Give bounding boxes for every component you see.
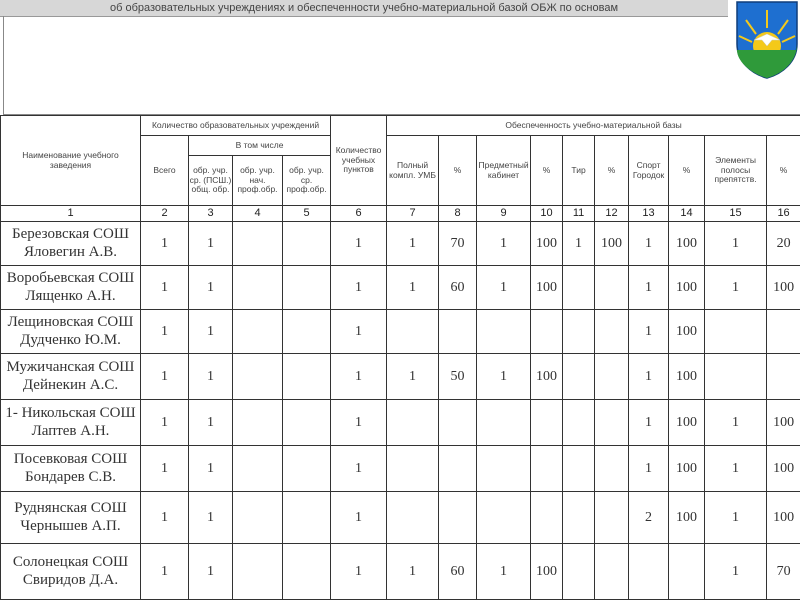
table-row (1, 544, 800, 600)
school-cell (1, 446, 141, 492)
table-cell: 60 (439, 266, 477, 310)
table-cell: 1 (141, 266, 189, 310)
school-cell (1, 492, 141, 544)
table-cell: 100 (531, 266, 563, 310)
table-cell (387, 400, 439, 446)
table-cell: 1 (629, 222, 669, 266)
school-name: Лещиновская СОШ (7, 314, 134, 331)
table-cell: 100 (767, 492, 800, 544)
table-cell (233, 446, 283, 492)
table-cell (233, 222, 283, 266)
table-cell: 1 (331, 400, 387, 446)
table-cell: 1 (705, 400, 767, 446)
header-edu-count: Количество образовательных учреждений (141, 116, 331, 136)
table-cell: 1 (141, 354, 189, 400)
school-name: Березовская СОШ (12, 226, 129, 243)
table-cell: 60 (439, 544, 477, 600)
table-cell: 1 (189, 310, 233, 354)
school-cell (1, 354, 141, 400)
table-cell (563, 446, 595, 492)
table-cell: 1 (189, 492, 233, 544)
table-cell: 1 (189, 222, 233, 266)
table-cell (563, 400, 595, 446)
header-kit: Полный компл. УМБ (387, 136, 439, 206)
header-sub3: обр. учр. ср. проф.обр. (283, 156, 331, 206)
table-cell (233, 310, 283, 354)
table-cell: 50 (439, 354, 477, 400)
director-name: Свиридов Д.А. (22, 571, 119, 588)
table-cell (387, 310, 439, 354)
table-cell: 1 (141, 492, 189, 544)
table-cell: 1 (705, 492, 767, 544)
table-cell: 100 (767, 266, 800, 310)
table-cell: 1 (629, 354, 669, 400)
table-cell (283, 266, 331, 310)
school-cell (1, 222, 141, 266)
school-cell (1, 266, 141, 310)
column-number: 2 (141, 206, 189, 222)
school-name: Мужичанская СОШ (6, 359, 135, 376)
table-cell (563, 492, 595, 544)
column-number: 4 (233, 206, 283, 222)
header-points: Количество учебных пунктов (331, 116, 387, 206)
table-cell (387, 446, 439, 492)
table-cell (439, 492, 477, 544)
table-cell (439, 400, 477, 446)
table-row (1, 354, 800, 400)
table-cell (531, 310, 563, 354)
director-name: Бондарев С.В. (25, 468, 116, 485)
table-cell: 1 (331, 222, 387, 266)
table-cell: 1 (477, 266, 531, 310)
school-name: Посевковая СОШ (13, 451, 128, 468)
header-sub2: обр. учр. нач. проф.обр. (233, 156, 283, 206)
table-cell (531, 492, 563, 544)
header-total: Всего (141, 136, 189, 206)
table-cell: 1 (331, 446, 387, 492)
table-cell (595, 446, 629, 492)
table-cell: 100 (669, 222, 705, 266)
table-cell (283, 492, 331, 544)
school-name: Солонецкая СОШ (12, 554, 129, 571)
table-cell: 100 (669, 446, 705, 492)
director-name: Лященко А.Н. (25, 287, 116, 304)
table-cell (439, 446, 477, 492)
table-cell: 1 (387, 544, 439, 600)
column-number: 12 (595, 206, 629, 222)
header-sub1: обр. учр. ср. (ПСШ.) общ. обр. (189, 156, 233, 206)
header-shelter: Элементы полосы препятств. (705, 136, 767, 206)
table-cell (283, 544, 331, 600)
table-cell (477, 492, 531, 544)
table-cell (563, 266, 595, 310)
table-cell: 100 (669, 310, 705, 354)
header-incl: В том числе (189, 136, 331, 156)
school-cell (1, 310, 141, 354)
school-name: 1- Никольская СОШ (5, 405, 136, 422)
table-cell: 1 (141, 446, 189, 492)
school-name: Воробьевская СОШ (6, 270, 135, 287)
header-tir: Тир (563, 136, 595, 206)
table-cell: 20 (767, 222, 800, 266)
table-cell: 1 (629, 310, 669, 354)
table-cell: 1 (477, 222, 531, 266)
schools-table (0, 115, 800, 600)
column-number: 1 (1, 206, 141, 222)
table-cell: 1 (705, 222, 767, 266)
column-number: 10 (531, 206, 563, 222)
table-row (1, 310, 800, 354)
director-name: Чернышев А.П. (20, 517, 121, 534)
document-title: об образовательных учреждениях и обеспеченности учебно-материальной базой ОБЖ по основам (0, 0, 728, 17)
table-cell: 1 (331, 310, 387, 354)
header-pct: % (669, 136, 705, 206)
table-cell (563, 544, 595, 600)
table-cell: 1 (387, 222, 439, 266)
table-cell: 100 (669, 400, 705, 446)
table-row (1, 400, 800, 446)
table-cell: 1 (141, 222, 189, 266)
header-pct: % (767, 136, 800, 206)
director-name: Лаптев А.Н. (31, 422, 110, 439)
table-cell: 1 (629, 400, 669, 446)
coat-of-arms-icon (734, 0, 800, 80)
column-number: 16 (767, 206, 800, 222)
table-cell: 100 (669, 492, 705, 544)
header-institution: Наименование учебного заведения (1, 116, 141, 206)
table-cell: 100 (669, 354, 705, 400)
table-cell: 1 (331, 544, 387, 600)
table-cell: 1 (629, 266, 669, 310)
table-cell: 1 (189, 446, 233, 492)
table-cell (283, 354, 331, 400)
table-cell (283, 400, 331, 446)
column-number: 9 (477, 206, 531, 222)
table-cell (233, 400, 283, 446)
school-name: Руднянская СОШ (14, 500, 127, 517)
table-cell (595, 492, 629, 544)
table-cell (705, 354, 767, 400)
table-cell: 1 (387, 354, 439, 400)
column-number: 5 (283, 206, 331, 222)
table-row (1, 446, 800, 492)
table-row (1, 492, 800, 544)
school-cell (1, 544, 141, 600)
table-cell (283, 222, 331, 266)
table-cell: 1 (141, 544, 189, 600)
table-row (1, 266, 800, 310)
table-cell: 1 (331, 492, 387, 544)
table-cell: 1 (563, 222, 595, 266)
table-cell: 100 (531, 354, 563, 400)
table-cell: 1 (331, 266, 387, 310)
table-cell: 1 (141, 310, 189, 354)
table-cell: 1 (189, 400, 233, 446)
table-cell (629, 544, 669, 600)
column-number: 11 (563, 206, 595, 222)
table-cell (439, 310, 477, 354)
table-cell (531, 446, 563, 492)
table-cell: 100 (531, 222, 563, 266)
director-name: Дудченко Ю.М. (20, 331, 121, 348)
slide-left-border (3, 16, 4, 116)
table-cell: 1 (705, 266, 767, 310)
table-cell (767, 310, 800, 354)
header-cabinet: Предметный кабинет (477, 136, 531, 206)
column-number: 15 (705, 206, 767, 222)
table-cell: 1 (705, 544, 767, 600)
header-sport: Спорт Городок (629, 136, 669, 206)
table-cell (531, 400, 563, 446)
column-number: 7 (387, 206, 439, 222)
table-cell: 1 (477, 544, 531, 600)
column-number: 13 (629, 206, 669, 222)
table-cell (705, 310, 767, 354)
table-cell (595, 310, 629, 354)
table-cell (233, 266, 283, 310)
school-cell (1, 400, 141, 446)
director-name: Яловегин А.В. (24, 243, 117, 260)
table-cell: 100 (767, 400, 800, 446)
table-cell: 1 (629, 446, 669, 492)
table-cell: 1 (189, 354, 233, 400)
header-pct: % (595, 136, 629, 206)
table-cell (595, 544, 629, 600)
column-number: 6 (331, 206, 387, 222)
table-cell: 1 (477, 354, 531, 400)
column-number: 3 (189, 206, 233, 222)
header-supply: Обеспеченность учебно-материальной базы (387, 116, 800, 136)
header-pct: % (531, 136, 563, 206)
table-cell (669, 544, 705, 600)
table-cell (233, 544, 283, 600)
table-cell: 1 (189, 544, 233, 600)
table-cell (283, 310, 331, 354)
table-cell (233, 354, 283, 400)
table-cell: 1 (189, 266, 233, 310)
table-cell (767, 354, 800, 400)
table-cell (595, 400, 629, 446)
table-cell: 70 (767, 544, 800, 600)
table-cell (563, 354, 595, 400)
table-cell: 100 (531, 544, 563, 600)
table-cell (477, 446, 531, 492)
table-cell (477, 400, 531, 446)
table-cell (595, 354, 629, 400)
table-cell: 2 (629, 492, 669, 544)
table-cell: 1 (387, 266, 439, 310)
column-number: 8 (439, 206, 477, 222)
table-cell (477, 310, 531, 354)
table-cell (595, 266, 629, 310)
director-name: Дейнекин А.С. (22, 376, 119, 393)
table-cell (563, 310, 595, 354)
table-row (1, 222, 800, 266)
header-pct: % (439, 136, 477, 206)
table-cell: 100 (767, 446, 800, 492)
table-cell: 1 (331, 354, 387, 400)
table-cell (387, 492, 439, 544)
table-cell (283, 446, 331, 492)
column-number-row (1, 206, 800, 222)
table-cell: 70 (439, 222, 477, 266)
table-cell: 100 (595, 222, 629, 266)
table-cell: 1 (705, 446, 767, 492)
table-cell (233, 492, 283, 544)
table-cell: 100 (669, 266, 705, 310)
table-cell: 1 (141, 400, 189, 446)
column-number: 14 (669, 206, 705, 222)
